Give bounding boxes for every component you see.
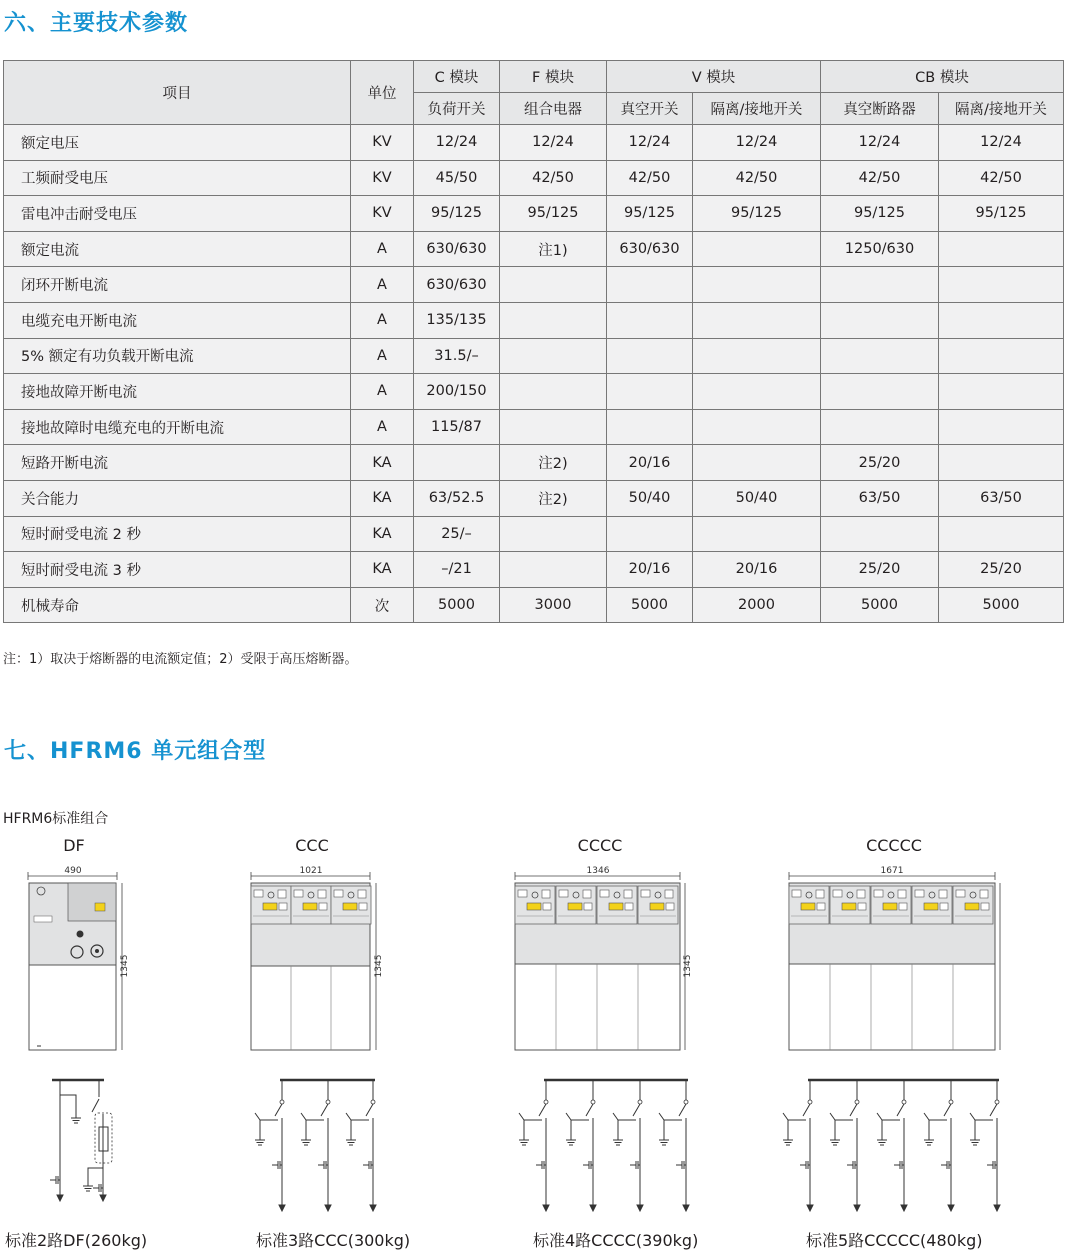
unit-cell: A xyxy=(351,231,414,267)
value-cell: 12/24 xyxy=(414,125,500,161)
header-sub: 隔离/接地开关 xyxy=(693,93,821,125)
header-sub: 真空开关 xyxy=(607,93,693,125)
value-cell: 5000 xyxy=(414,587,500,623)
value-cell: 12/24 xyxy=(939,125,1064,161)
value-cell: 注2) xyxy=(500,480,607,516)
dim-width: 1021 xyxy=(299,866,323,876)
param-name-cell: 额定电压 xyxy=(4,125,351,161)
param-name-cell: 闭环开断电流 xyxy=(4,267,351,303)
unit-cell: KV xyxy=(351,196,414,232)
unit-cell: KV xyxy=(351,125,414,161)
ccc-single-line-diagram xyxy=(255,1080,376,1211)
unit-cell: KA xyxy=(351,445,414,481)
value-cell: 1250/630 xyxy=(821,231,939,267)
dim-width: 1671 xyxy=(880,866,904,876)
value-cell: 50/40 xyxy=(607,480,693,516)
table-footnote: 注：1）取决于熔断器的电流额定值；2）受限于高压熔断器。 xyxy=(3,652,358,667)
param-name-cell: 工频耐受电压 xyxy=(4,160,351,196)
header-sub: 真空断路器 xyxy=(821,93,939,125)
combo-label: CCCC xyxy=(577,836,623,855)
unit-cell: KA xyxy=(351,552,414,588)
value-cell: 630/630 xyxy=(414,267,500,303)
combo-caption: 标准4路CCCC(390kg) xyxy=(533,1231,699,1250)
value-cell: 45/50 xyxy=(414,160,500,196)
param-name-cell: 短时耐受电流 3 秒 xyxy=(4,552,351,588)
value-cell: 630/630 xyxy=(414,231,500,267)
combo-caption: 标准5路CCCCC(480kg) xyxy=(806,1231,983,1250)
value-cell: 42/50 xyxy=(500,160,607,196)
dim-width: 1346 xyxy=(586,866,610,876)
value-cell: 50/40 xyxy=(693,480,821,516)
value-cell: 5000 xyxy=(607,587,693,623)
combo-label: CCCCC xyxy=(866,836,922,855)
value-cell: 3000 xyxy=(500,587,607,623)
value-cell: 63/50 xyxy=(939,480,1064,516)
unit-cell: KV xyxy=(351,160,414,196)
value-cell: 12/24 xyxy=(821,125,939,161)
unit-cell: 次 xyxy=(351,587,414,623)
unit-cell: KA xyxy=(351,480,414,516)
header-item: 项目 xyxy=(4,61,351,125)
cccc-single-line-diagram xyxy=(519,1080,689,1211)
df-cabinet-drawing xyxy=(28,866,130,1050)
value-cell: 63/52.5 xyxy=(414,480,500,516)
param-name-cell: 短路开断电流 xyxy=(4,445,351,481)
value-cell: 20/16 xyxy=(693,552,821,588)
value-cell: 注1) xyxy=(500,231,607,267)
value-cell: 12/24 xyxy=(500,125,607,161)
combo-caption: 标准3路CCC(300kg) xyxy=(256,1231,411,1250)
value-cell: 63/50 xyxy=(821,480,939,516)
value-cell: 25/– xyxy=(414,516,500,552)
value-cell: 5000 xyxy=(821,587,939,623)
value-cell: 5000 xyxy=(939,587,1064,623)
header-sub: 组合电器 xyxy=(500,93,607,125)
param-name-cell: 电缆充电开断电流 xyxy=(4,302,351,338)
ccc-cabinet-drawing xyxy=(251,866,384,1050)
param-name-cell: 机械寿命 xyxy=(4,587,351,623)
ccccc-cabinet-drawing xyxy=(789,866,1000,1050)
df-single-line-diagram xyxy=(50,1080,112,1201)
param-name-cell: 接地故障开断电流 xyxy=(4,374,351,410)
value-cell: 95/125 xyxy=(693,196,821,232)
header-unit: 单位 xyxy=(351,61,414,125)
param-name-cell: 短时耐受电流 2 秒 xyxy=(4,516,351,552)
value-cell: 95/125 xyxy=(607,196,693,232)
value-cell: 95/125 xyxy=(500,196,607,232)
unit-cell: A xyxy=(351,374,414,410)
value-cell: 25/20 xyxy=(939,552,1064,588)
value-cell: 12/24 xyxy=(607,125,693,161)
header-group-cb: CB 模块 xyxy=(821,61,1064,93)
combo-caption: 标准2路DF(260kg) xyxy=(5,1231,148,1250)
param-name-cell: 关合能力 xyxy=(4,480,351,516)
header-sub: 负荷开关 xyxy=(414,93,500,125)
section-6-title: 六、主要技术参数 xyxy=(4,11,189,36)
header-group-v: V 模块 xyxy=(607,61,821,93)
unit-cell: A xyxy=(351,302,414,338)
unit-cell: A xyxy=(351,338,414,374)
unit-cell: A xyxy=(351,267,414,303)
value-cell: 2000 xyxy=(693,587,821,623)
value-cell: 25/20 xyxy=(821,445,939,481)
combo-subtitle: HFRM6标准组合 xyxy=(3,811,109,827)
value-cell: 95/125 xyxy=(414,196,500,232)
value-cell: 135/135 xyxy=(414,302,500,338)
header-group-f: F 模块 xyxy=(500,61,607,93)
param-name-cell: 5% 额定有功负载开断电流 xyxy=(4,338,351,374)
ccccc-single-line-diagram xyxy=(783,1080,1000,1211)
value-cell: 42/50 xyxy=(693,160,821,196)
dim-height: 1345 xyxy=(120,954,130,978)
value-cell: 630/630 xyxy=(607,231,693,267)
header-sub: 隔离/接地开关 xyxy=(939,93,1064,125)
unit-cell: A xyxy=(351,409,414,445)
value-cell: 31.5/– xyxy=(414,338,500,374)
value-cell: 95/125 xyxy=(939,196,1064,232)
section-7-title: 七、HFRM6 单元组合型 xyxy=(4,739,267,764)
param-name-cell: 雷电冲击耐受电压 xyxy=(4,196,351,232)
param-name-cell: 额定电流 xyxy=(4,231,351,267)
value-cell: 25/20 xyxy=(821,552,939,588)
header-group-c: C 模块 xyxy=(414,61,500,93)
value-cell: 95/125 xyxy=(821,196,939,232)
value-cell: 200/150 xyxy=(414,374,500,410)
value-cell: 115/87 xyxy=(414,409,500,445)
dim-width: 490 xyxy=(64,866,82,876)
combo-label: CCC xyxy=(295,836,329,855)
param-name-cell: 接地故障时电缆充电的开断电流 xyxy=(4,409,351,445)
value-cell: 42/50 xyxy=(821,160,939,196)
cccc-cabinet-drawing xyxy=(515,866,693,1050)
value-cell: –/21 xyxy=(414,552,500,588)
value-cell: 12/24 xyxy=(693,125,821,161)
unit-cell: KA xyxy=(351,516,414,552)
value-cell: 注2) xyxy=(500,445,607,481)
value-cell: 42/50 xyxy=(939,160,1064,196)
dim-height: 1345 xyxy=(374,954,384,978)
value-cell: 20/16 xyxy=(607,445,693,481)
combo-label: DF xyxy=(63,836,85,855)
dim-height: 1345 xyxy=(683,954,693,978)
value-cell: 20/16 xyxy=(607,552,693,588)
value-cell: 42/50 xyxy=(607,160,693,196)
